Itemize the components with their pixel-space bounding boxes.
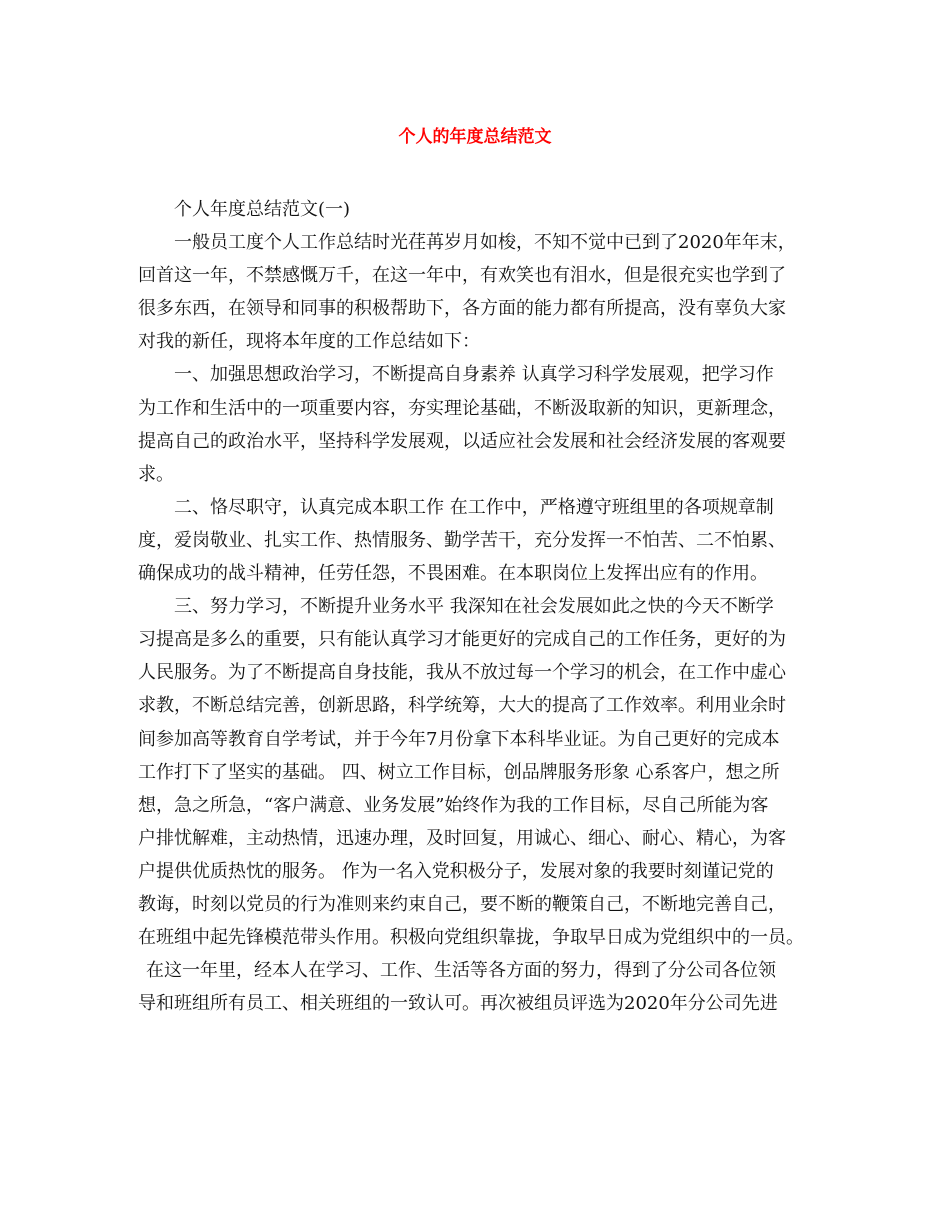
body-line: 回首这一年，不禁感慨万千，在这一年中，有欢笑也有泪水，但是很充实也学到了 — [138, 265, 786, 287]
body-line: 一般员工度个人工作总结时光荏苒岁月如梭，不知不觉中已到了2020年年末， — [174, 232, 796, 254]
body-line: 对我的新任，现将本年度的工作总结如下： — [138, 331, 480, 353]
body-line: 很多东西，在领导和同事的积极帮助下，各方面的能力都有所提高，没有辜负大家 — [138, 298, 786, 320]
body-line: 二、恪尽职守，认真完成本职工作 在工作中，严格遵守班组里的各项规章制 — [174, 496, 774, 518]
body-line: 间参加高等教育自学考试，并于今年7月份拿下本科毕业证。为自己更好的完成本 — [138, 728, 780, 750]
body-line: 度，爱岗敬业、扎实工作、热情服务、勤学苦干，充分发挥一不怕苦、二不怕累、 — [138, 529, 786, 551]
body-line: 确保成功的战斗精神，任劳任怨，不畏困难。在本职岗位上发挥出应有的作用。 — [138, 563, 768, 585]
body-line: 在这一年里，经本人在学习、工作、生活等各方面的努力，得到了分公司各位领 — [146, 960, 776, 982]
body-line: 三、努力学习，不断提升业务水平 我深知在社会发展如此之快的今天不断学 — [174, 596, 774, 618]
body-line: 为工作和生活中的一项重要内容，夯实理论基础，不断汲取新的知识，更新理念， — [138, 397, 786, 419]
body-line: 导和班组所有员工、相关班组的一致认可。再次被组员评选为2020年分公司先进 — [138, 993, 778, 1015]
body-line: 习提高是多么的重要，只有能认真学习才能更好的完成自己的工作任务，更好的为 — [138, 629, 786, 651]
body-line: 求。 — [138, 463, 174, 485]
document-title: 个人的年度总结范文 — [398, 127, 552, 147]
body-line: 求教，不断总结完善，创新思路，科学统筹，大大的提高了工作效率。利用业余时 — [138, 695, 786, 717]
body-line: 工作打下了坚实的基础。 四、树立工作目标，创品牌服务形象 心系客户，想之所 — [138, 761, 780, 783]
body-line: 一、加强思想政治学习，不断提高自身素养 认真学习科学发展观，把学习作 — [174, 364, 774, 386]
body-line: 个人年度总结范文(一) — [174, 199, 351, 220]
body-line: 提高自己的政治水平，坚持科学发展观，以适应社会发展和社会经济发展的客观要 — [138, 430, 786, 452]
body-line: 教诲，时刻以党员的行为准则来约束自己，要不断的鞭策自己，不断地完善自己， — [138, 893, 786, 915]
body-line: 在班组中起先锋模范带头作用。积极向党组织靠拢，争取早日成为党组织中的一员。 — [138, 927, 804, 949]
document-body — [138, 193, 818, 1020]
body-line: 想，急之所急，“客户满意、业务发展”始终作为我的工作目标，尽自己所能为客 — [138, 794, 769, 816]
body-line: 人民服务。为了不断提高自身技能，我从不放过每一个学习的机会，在工作中虚心 — [138, 662, 786, 684]
body-line: 户排忧解难，主动热情，迅速办理，及时回复，用诚心、细心、耐心、精心，为客 — [138, 827, 786, 849]
body-line: 户提供优质热忱的服务。 作为一名入党积极分子，发展对象的我要时刻谨记党的 — [138, 860, 774, 882]
